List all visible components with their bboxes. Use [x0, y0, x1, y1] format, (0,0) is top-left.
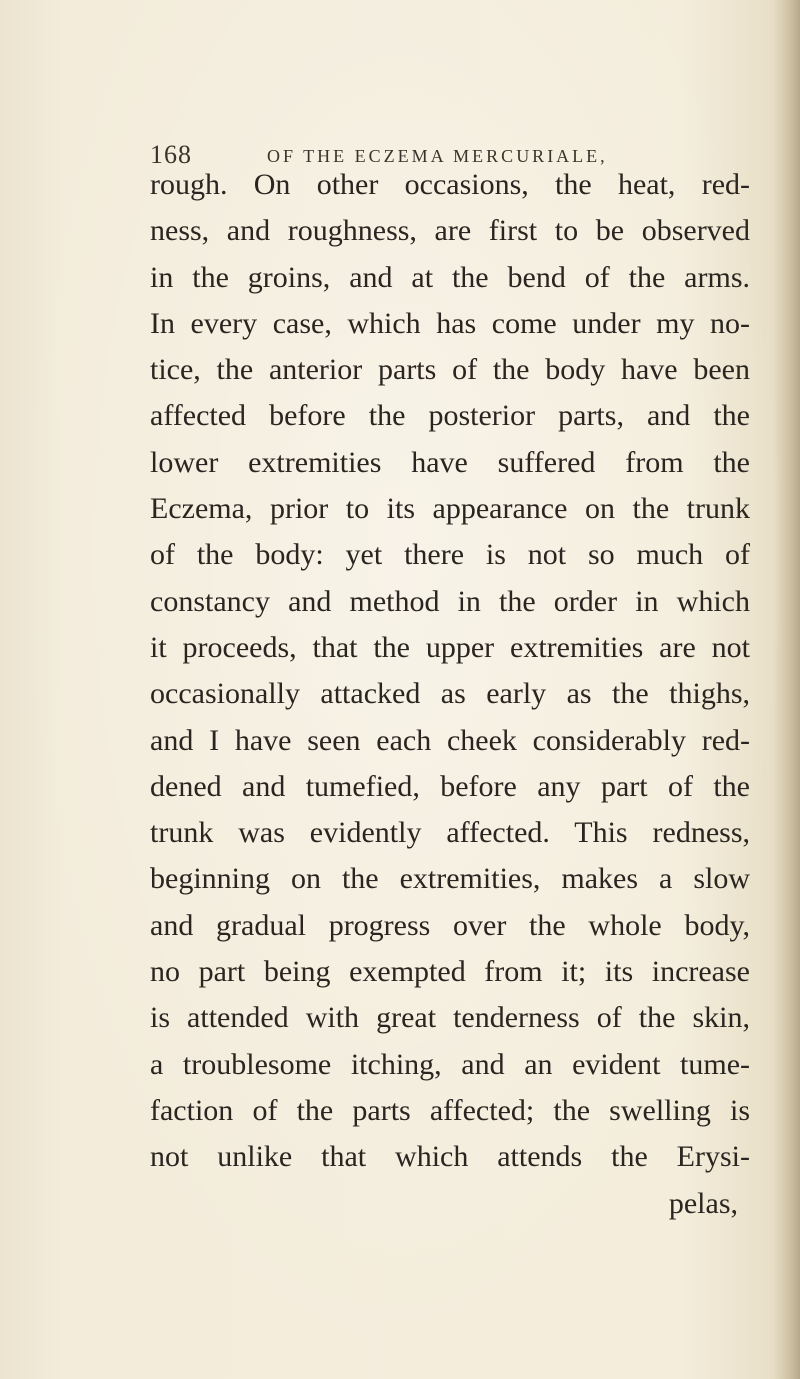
- text-line: dened and tumefied, before any part of the: [150, 769, 750, 803]
- catchword: pelas,: [668, 1186, 738, 1220]
- page-number: 168: [150, 140, 192, 169]
- body-text: [150, 162, 750, 1227]
- text-line: a troublesome itching, and an evident tume-: [150, 1047, 750, 1081]
- text-line: rough. On other occasions, the heat, red-: [150, 168, 750, 201]
- text-line: in the groins, and at the bend of the arms.: [150, 260, 750, 294]
- page-gutter-shadow: [774, 0, 800, 1379]
- text-line: not unlike that which attends the Erysi-: [150, 1140, 750, 1174]
- text-line: it proceeds, that the upper extremities are not: [150, 630, 750, 664]
- text-line: of the body: yet there is not so much of: [150, 538, 750, 572]
- text-line: In every case, which has come under my no-: [150, 306, 750, 340]
- text-line: lower extremities have suffered from the: [150, 445, 750, 479]
- text-line: no part being exempted from it; its increase: [150, 955, 750, 989]
- text-line: tice, the anterior parts of the body have been: [150, 353, 750, 387]
- text-line: constancy and method in the order in which: [150, 584, 750, 618]
- text-line: and gradual progress over the whole body,: [150, 908, 750, 942]
- text-line: occasionally attacked as early as the thighs,: [150, 677, 750, 711]
- text-line: affected before the posterior parts, and the: [150, 399, 750, 433]
- text-line: Eczema, prior to its appearance on the trunk: [150, 492, 750, 526]
- text-line: ness, and roughness, are first to be observed: [150, 214, 750, 248]
- text-line: faction of the parts affected; the swelling is: [150, 1093, 750, 1127]
- text-line: is attended with great tenderness of the skin,: [150, 1001, 750, 1035]
- text-line: trunk was evidently affected. This redness,: [150, 816, 750, 850]
- text-line: beginning on the extremities, makes a slow: [150, 862, 750, 896]
- text-line: and I have seen each cheek considerably red-: [150, 723, 750, 757]
- running-head: OF THE ECZEMA MERCURIALE,: [267, 146, 608, 166]
